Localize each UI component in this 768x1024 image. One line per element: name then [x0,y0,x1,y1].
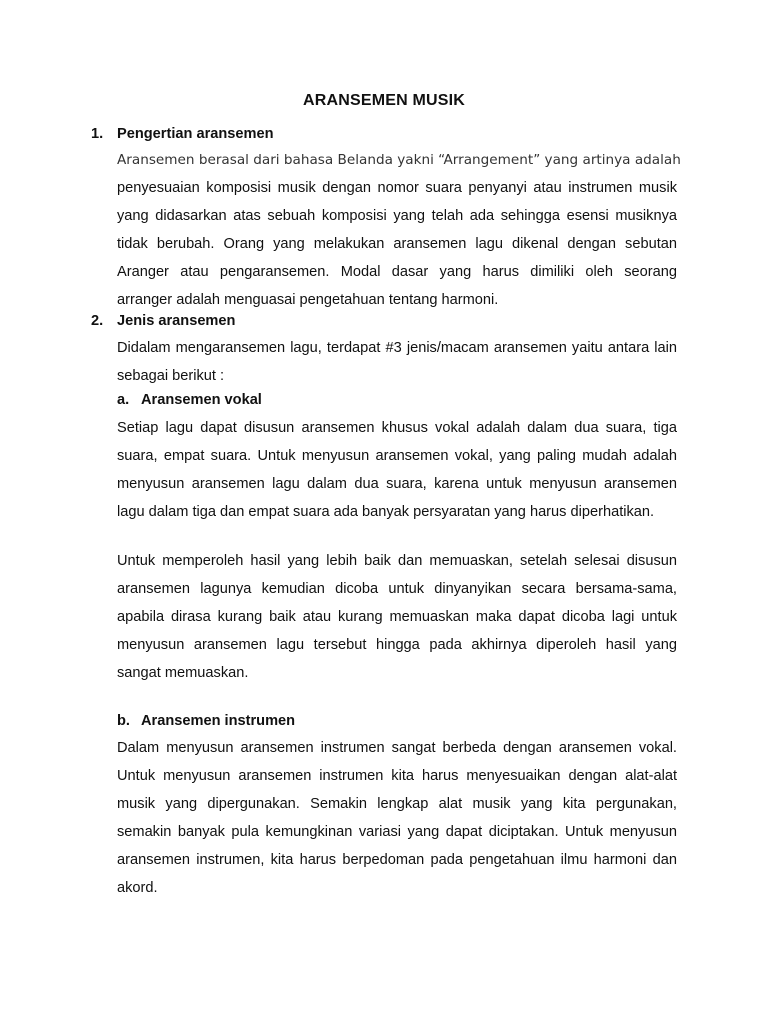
subsection-a-paragraph-2 [117,547,677,687]
subsection-a-heading: Aransemen vokal [141,392,262,408]
subsection-b-p1-line-6: akord. [117,880,158,896]
section-2-intro-line-2: sebagai berikut : [117,368,225,384]
section-1-line-6: arranger adalah menguasai pengetahuan tentang harmoni. [117,292,499,308]
section-1-line-3: yang didasarkan atas sebuah komposisi yang telah ada sehingga esensi musiknya [117,208,677,224]
subsection-a-p1-line-4: lagu dalam tiga dan empat suara ada banyak persyaratan yang harus diperhatikan. [117,504,655,520]
subsection-a-p1-line-3: menyusun aransemen lagu dalam dua suara, karena untuk menyusun aransemen [117,476,677,492]
section-1-line-5: Aranger atau pengaransemen. Modal dasar yang harus dimiliki oleh seorang [117,264,677,280]
subsection-b-p1-line-5: aransemen instrumen, kita harus berpedoman pada pengetahuan ilmu harmoni dan [117,852,677,868]
subsection-a-p1-line-1: Setiap lagu dapat disusun aransemen khusus vokal adalah dalam dua suara, tiga [117,420,677,436]
subsection-a-p1-line-2: suara, empat suara. Untuk menyusun aransemen vokal, yang paling mudah adalah [117,448,677,464]
section-1-paragraph [117,146,681,314]
section-1-heading: Pengertian aransemen [117,126,274,142]
subsection-a-p2-line-3: apabila dirasa kurang baik atau kurang memuaskan maka dapat dicoba lagi untuk [117,609,677,625]
subsection-a-p2-line-1: Untuk memperoleh hasil yang lebih baik dan memuaskan, setelah selesai disusun [117,553,677,569]
section-1-line-1: Aransemen berasal dari bahasa Belanda yakni “Arrangement” yang artinya adalah [117,152,681,168]
section-1-line-4: tidak berubah. Orang yang melakukan aransemen lagu dikenal dengan sebutan [117,236,677,252]
subsection-b-p1-line-1: Dalam menyusun aransemen instrumen sangat berbeda dengan aransemen vokal. [117,740,677,756]
subsection-b-p1-line-2: Untuk menyusun aransemen instrumen kita harus menyesuaikan dengan alat-alat [117,768,677,784]
subsection-a-p2-line-5: sangat memuaskan. [117,665,249,681]
subsection-a-letter: a. [117,392,130,408]
subsection-a-paragraph-1 [117,414,677,526]
section-1-line-2: penyesuaian komposisi musik dengan nomor suara penyanyi atau instrumen musik [117,180,677,196]
section-2-intro-line-1: Didalam mengaransemen lagu, terdapat #3 jenis/macam aransemen yaitu antara lain [117,340,677,356]
subsection-a-p2-line-2: aransemen lagunya kemudian dicoba untuk dinyanyikan secara bersama-sama, [117,581,677,597]
subsection-b-p1-line-4: semakin banyak pula kemungkinan variasi yang dapat diciptakan. Untuk menyusun [117,824,677,840]
subsection-a-p2-line-4: menyusun aransemen lagu tersebut hingga pada akhirnya diperoleh hasil yang [117,637,677,653]
section-1-number: 1. [91,126,104,142]
section-2-number: 2. [91,313,104,329]
subsection-b-heading: Aransemen instrumen [141,713,296,729]
subsection-b-p1-line-3: musik yang dipergunakan. Semakin lengkap alat musik yang kita pergunakan, [117,796,677,812]
document-title: ARANSEMEN MUSIK [302,92,466,109]
subsection-b-paragraph-1 [117,734,677,902]
section-2-heading: Jenis aransemen [117,313,236,329]
subsection-b-letter: b. [117,713,130,729]
section-2-intro [117,334,677,390]
